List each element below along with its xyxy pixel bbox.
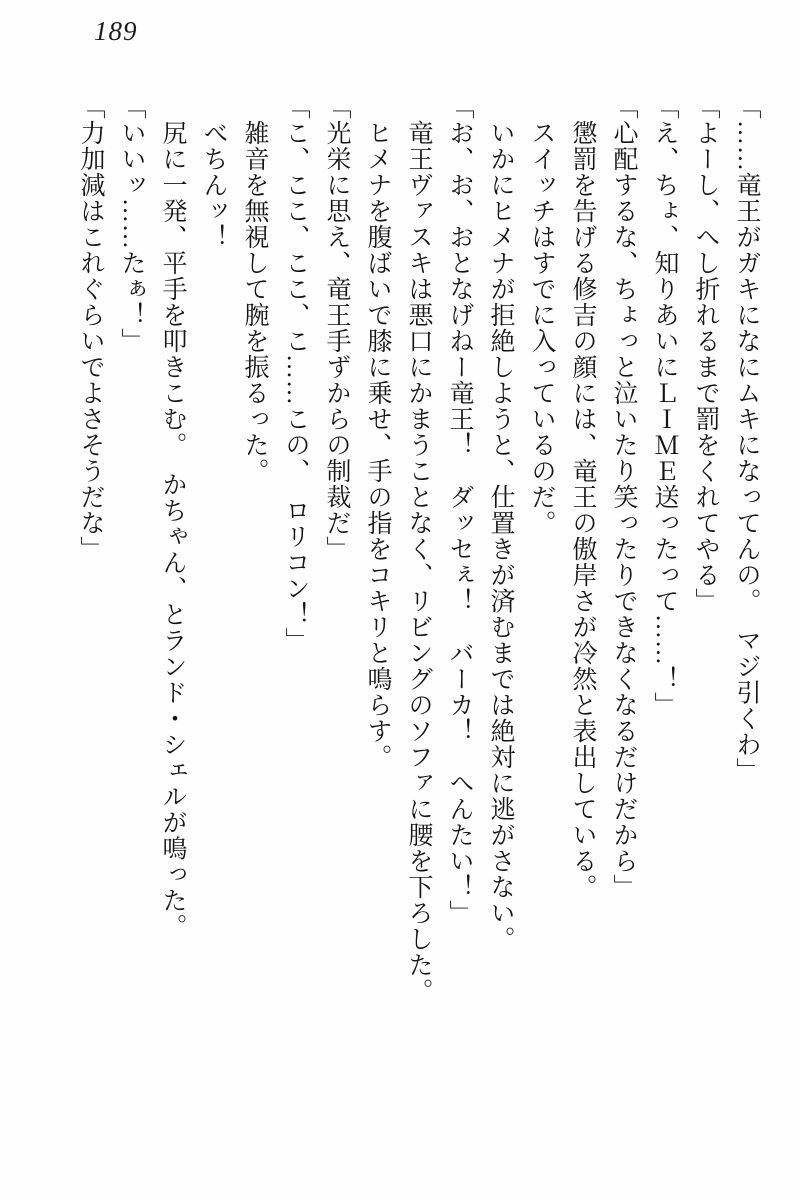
text-line: 尻に一発、平手を叩きこむ。 かちゃん、とランド・シェルが鳴った。 — [159, 94, 186, 940]
text-line: 「いいッ……たぁ！」 — [118, 94, 145, 354]
text-line: 懲罰を告げる修吉の顔には、竜王の傲岸さが冷然と表出している。 — [569, 94, 596, 900]
text-line: 「……竜王がガキになにムキになってんの。 マジ引くわ」 — [733, 94, 760, 784]
text-line: 「お、お、おとなげねー竜王！ ダッセぇ！ バーカ！ へんたい！」 — [446, 94, 473, 926]
text-line: 「え、ちょ、知りあいにＬＩＭＥ送ったって……！」 — [651, 94, 678, 718]
text-line: 雑音を無視して腕を振るった。 — [241, 94, 268, 484]
text-line: いかにヒメナが拒絶しようと、仕置きが済むまでは絶対に逃がさない。 — [487, 94, 514, 952]
text-line: べちんッ！ — [200, 94, 227, 250]
text-line: 「力加減はこれぐらいでよさそうだな」 — [77, 94, 104, 562]
vertical-text-block — [70, 94, 767, 1004]
page-number: 189 — [94, 16, 138, 46]
text-line: 「光栄に思え、竜王手ずからの制裁だ」 — [323, 94, 350, 562]
text-line: ヒメナを腹ばいで膝に乗せ、手の指をコキリと鳴らす。 — [364, 94, 391, 770]
text-line: 「こ、ここ、ここ、こ……この、 ロリコン！」 — [282, 94, 309, 654]
text-line: スイッチはすでに入っているのだ。 — [528, 94, 555, 536]
text-line: 「よーし、へし折れるまで罰をくれてやる」 — [692, 94, 719, 614]
text-line: 「心配するな、ちょっと泣いたり笑ったりできなくなるだけだから」 — [610, 94, 637, 900]
text-line: 竜王ヴァスキは悪口にかまうことなく、リビングのソファに腰を下ろした。 — [405, 94, 432, 1004]
